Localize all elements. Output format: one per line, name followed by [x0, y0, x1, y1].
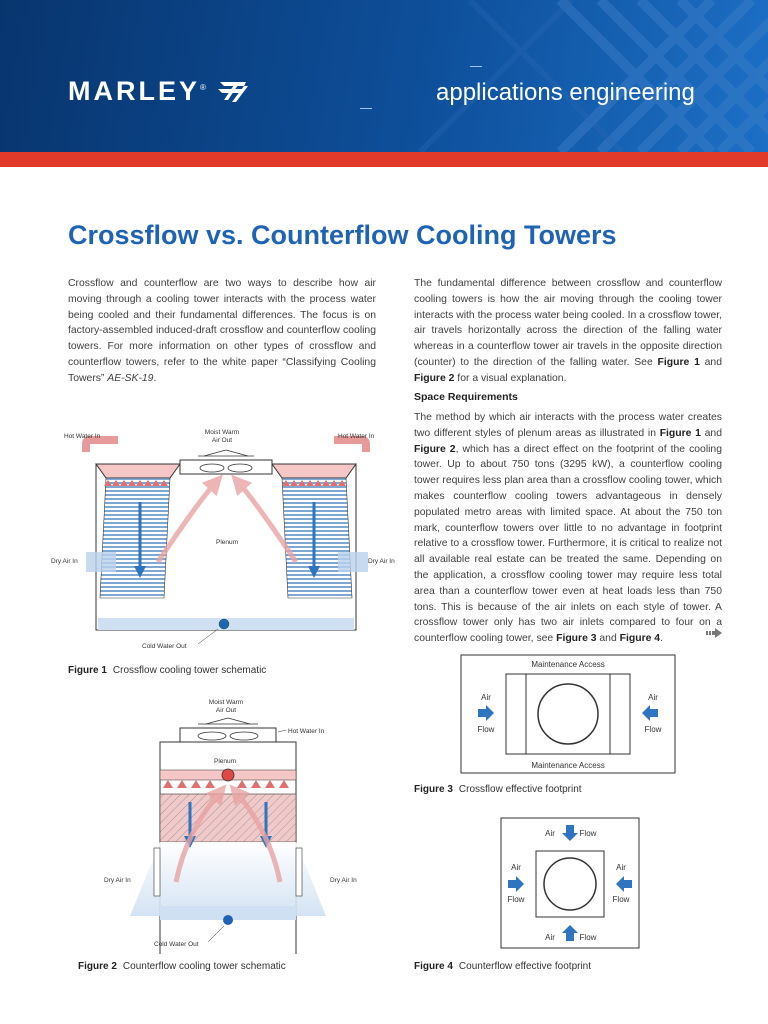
- plenum-label: Plenum: [214, 758, 237, 765]
- hot-water-label-right: Hot Water In: [338, 433, 375, 440]
- marley-logo-icon: [216, 80, 248, 102]
- hot-water-basin-left: [96, 464, 180, 478]
- figure4-text: Counterflow effective footprint: [458, 961, 592, 972]
- registered-mark: ®: [200, 83, 209, 92]
- page-title: Crossflow vs. Counterflow Cooling Towers: [68, 220, 617, 250]
- fill-media: [160, 794, 296, 842]
- figure4-number: Figure 4: [414, 961, 453, 972]
- moist-air-label-2: Air Out: [215, 707, 237, 714]
- air-label-bottom: Air: [545, 933, 555, 942]
- intro-end: .: [153, 372, 157, 384]
- figure4-caption: [414, 961, 591, 972]
- moist-air-label-1: Moist Warm: [208, 699, 244, 706]
- banner-tick: [470, 66, 482, 67]
- figure2-reference: Figure 2: [414, 372, 455, 384]
- diff-text: The fundamental difference between crossflow and counterflow cooling towers is how the air moving through the cooling tower interacts with the process water being cooled. In a crossflow tower, air travels horizontally across the direction of the falling water whereas in a counterflow tower air travels in the opposite direction (counter) to the direction of the falling water. See: [414, 278, 722, 368]
- figure1-caption: [68, 665, 266, 676]
- intro-text: Crossflow and counterflow are two ways to describe how air moving through a cooling tower interacts with the process water being cooled and their fundamental differences. The focus is on factory-assembled induced-draft crossflow and counterflow cooling towers. For more information on other types of crossflow and counterflow towers, refer to the white paper “Classifying Cooling Towers”: [68, 278, 376, 384]
- spray-nozzles: [163, 780, 289, 788]
- moist-air-label-1: Moist Warm: [204, 429, 240, 436]
- air-label-right: Air: [616, 863, 626, 872]
- water-outlet-icon: [223, 915, 233, 925]
- hot-water-label: Hot Water In: [288, 728, 325, 735]
- hot-water-pipe-right: [334, 440, 366, 452]
- figure1-reference: Figure 1: [657, 356, 700, 368]
- figure1-text: Crossflow cooling tower schematic: [112, 665, 267, 676]
- dry-air-label-left: Dry Air In: [51, 558, 78, 565]
- crossflow-schematic: [48, 422, 408, 654]
- moist-air-label-2: Air Out: [211, 437, 233, 444]
- flow-label-right: Flow: [612, 895, 630, 904]
- figure2-text: Counterflow cooling tower schematic: [122, 961, 286, 972]
- flow-label-bottom: Flow: [579, 933, 597, 942]
- fan-circle: [544, 858, 596, 910]
- water-outlet-icon: [219, 619, 229, 629]
- figure3-caption: [414, 784, 582, 795]
- next-page-arrow-icon[interactable]: [706, 628, 722, 638]
- fan-stack: [180, 460, 272, 474]
- air-label-right: Air: [648, 693, 658, 702]
- space-and-1: and: [700, 427, 722, 439]
- fan-stack: [180, 728, 276, 742]
- fill-media-right: [282, 478, 352, 598]
- figure2-reference: Figure 2: [414, 443, 456, 455]
- hot-water-basin-right: [272, 464, 356, 478]
- cold-water-label: Cold Water Out: [142, 643, 187, 650]
- figure3-text: Crossflow effective footprint: [458, 784, 582, 795]
- dry-air-band-right: [338, 552, 368, 572]
- space-end: .: [660, 633, 663, 645]
- air-inlet-right: [296, 848, 302, 896]
- fill-media-left: [100, 478, 170, 598]
- intro-reference: AE-SK-19: [107, 372, 154, 384]
- difference-paragraph: [414, 276, 722, 387]
- diff-end: for a visual explanation.: [454, 372, 567, 384]
- counterflow-footprint: [500, 817, 640, 949]
- maintenance-label-top: Maintenance Access: [531, 660, 605, 669]
- air-label-top: Air: [545, 829, 555, 838]
- hot-water-inlet: [222, 769, 234, 781]
- counterflow-schematic: [96, 692, 386, 954]
- flow-label-left: Flow: [477, 725, 495, 734]
- banner-tick: [360, 108, 372, 109]
- logo-text: MARLEY: [68, 76, 200, 106]
- diff-and: and: [699, 356, 722, 368]
- figure4-reference: Figure 4: [619, 633, 661, 645]
- plenum-label: Plenum: [216, 539, 239, 546]
- figure1-number: Figure 1: [68, 665, 107, 676]
- maintenance-label-bottom: Maintenance Access: [531, 761, 605, 770]
- figure3-reference: Figure 3: [556, 633, 597, 645]
- intro-paragraph: [68, 276, 376, 387]
- air-inlet-left: [154, 848, 160, 896]
- hot-water-label-left: Hot Water In: [64, 433, 101, 440]
- figure2-caption: [78, 961, 286, 972]
- space-and-2: and: [596, 633, 620, 645]
- fan-circle: [538, 684, 598, 744]
- space-requirements-heading: Space Requirements: [414, 391, 518, 403]
- header-banner: [0, 0, 768, 152]
- hot-water-pipe-left: [86, 440, 118, 452]
- marley-logo: [68, 76, 209, 107]
- figure1-reference: Figure 1: [659, 427, 701, 439]
- crossflow-footprint: [460, 654, 676, 774]
- space-paragraph: [414, 410, 722, 647]
- space-text-1: The method by which air interacts with the process water creates two different styles of plenum areas as illustrated in: [414, 412, 722, 439]
- cold-water-label: Cold Water Out: [154, 941, 199, 948]
- flow-label-top: Flow: [579, 829, 597, 838]
- flow-label-right: Flow: [644, 725, 662, 734]
- flow-label-left: Flow: [507, 895, 525, 904]
- air-label-left: Air: [481, 693, 491, 702]
- figure2-number: Figure 2: [78, 961, 117, 972]
- air-label-left: Air: [511, 863, 521, 872]
- dry-air-label-left: Dry Air In: [104, 877, 131, 884]
- accent-bar: [0, 152, 768, 167]
- dry-air-label-right: Dry Air In: [330, 877, 357, 884]
- tagline: applications engineering: [436, 79, 695, 106]
- figure3-number: Figure 3: [414, 784, 453, 795]
- dry-air-label-right: Dry Air In: [368, 558, 395, 565]
- dry-air-band-left: [86, 552, 116, 572]
- space-text-2: , which has a direct effect on the footprint of the cooling tower. Up to about 750 tons (3295 kW), a counterflow cooling tower requires less plan area than a crossflow cooling tower, which makes counterflow cooling towers advantageous in densely populated metro areas with limited space. At about the 750 ton mark, counterflow towers over little to no advantage in footprint relative to a crossflow tower. Furthermore, it is critical to realize not all available real estate can be treated the same. Depending on the application, a crossflow cooling tower may require less total area than a counterflow tower even at heat loads less than 750 tons. This is because of the air inlets on each style of tower. A crossflow tower only has two air inlets compared to four on a counterflow cooling tower, see: [414, 443, 722, 645]
